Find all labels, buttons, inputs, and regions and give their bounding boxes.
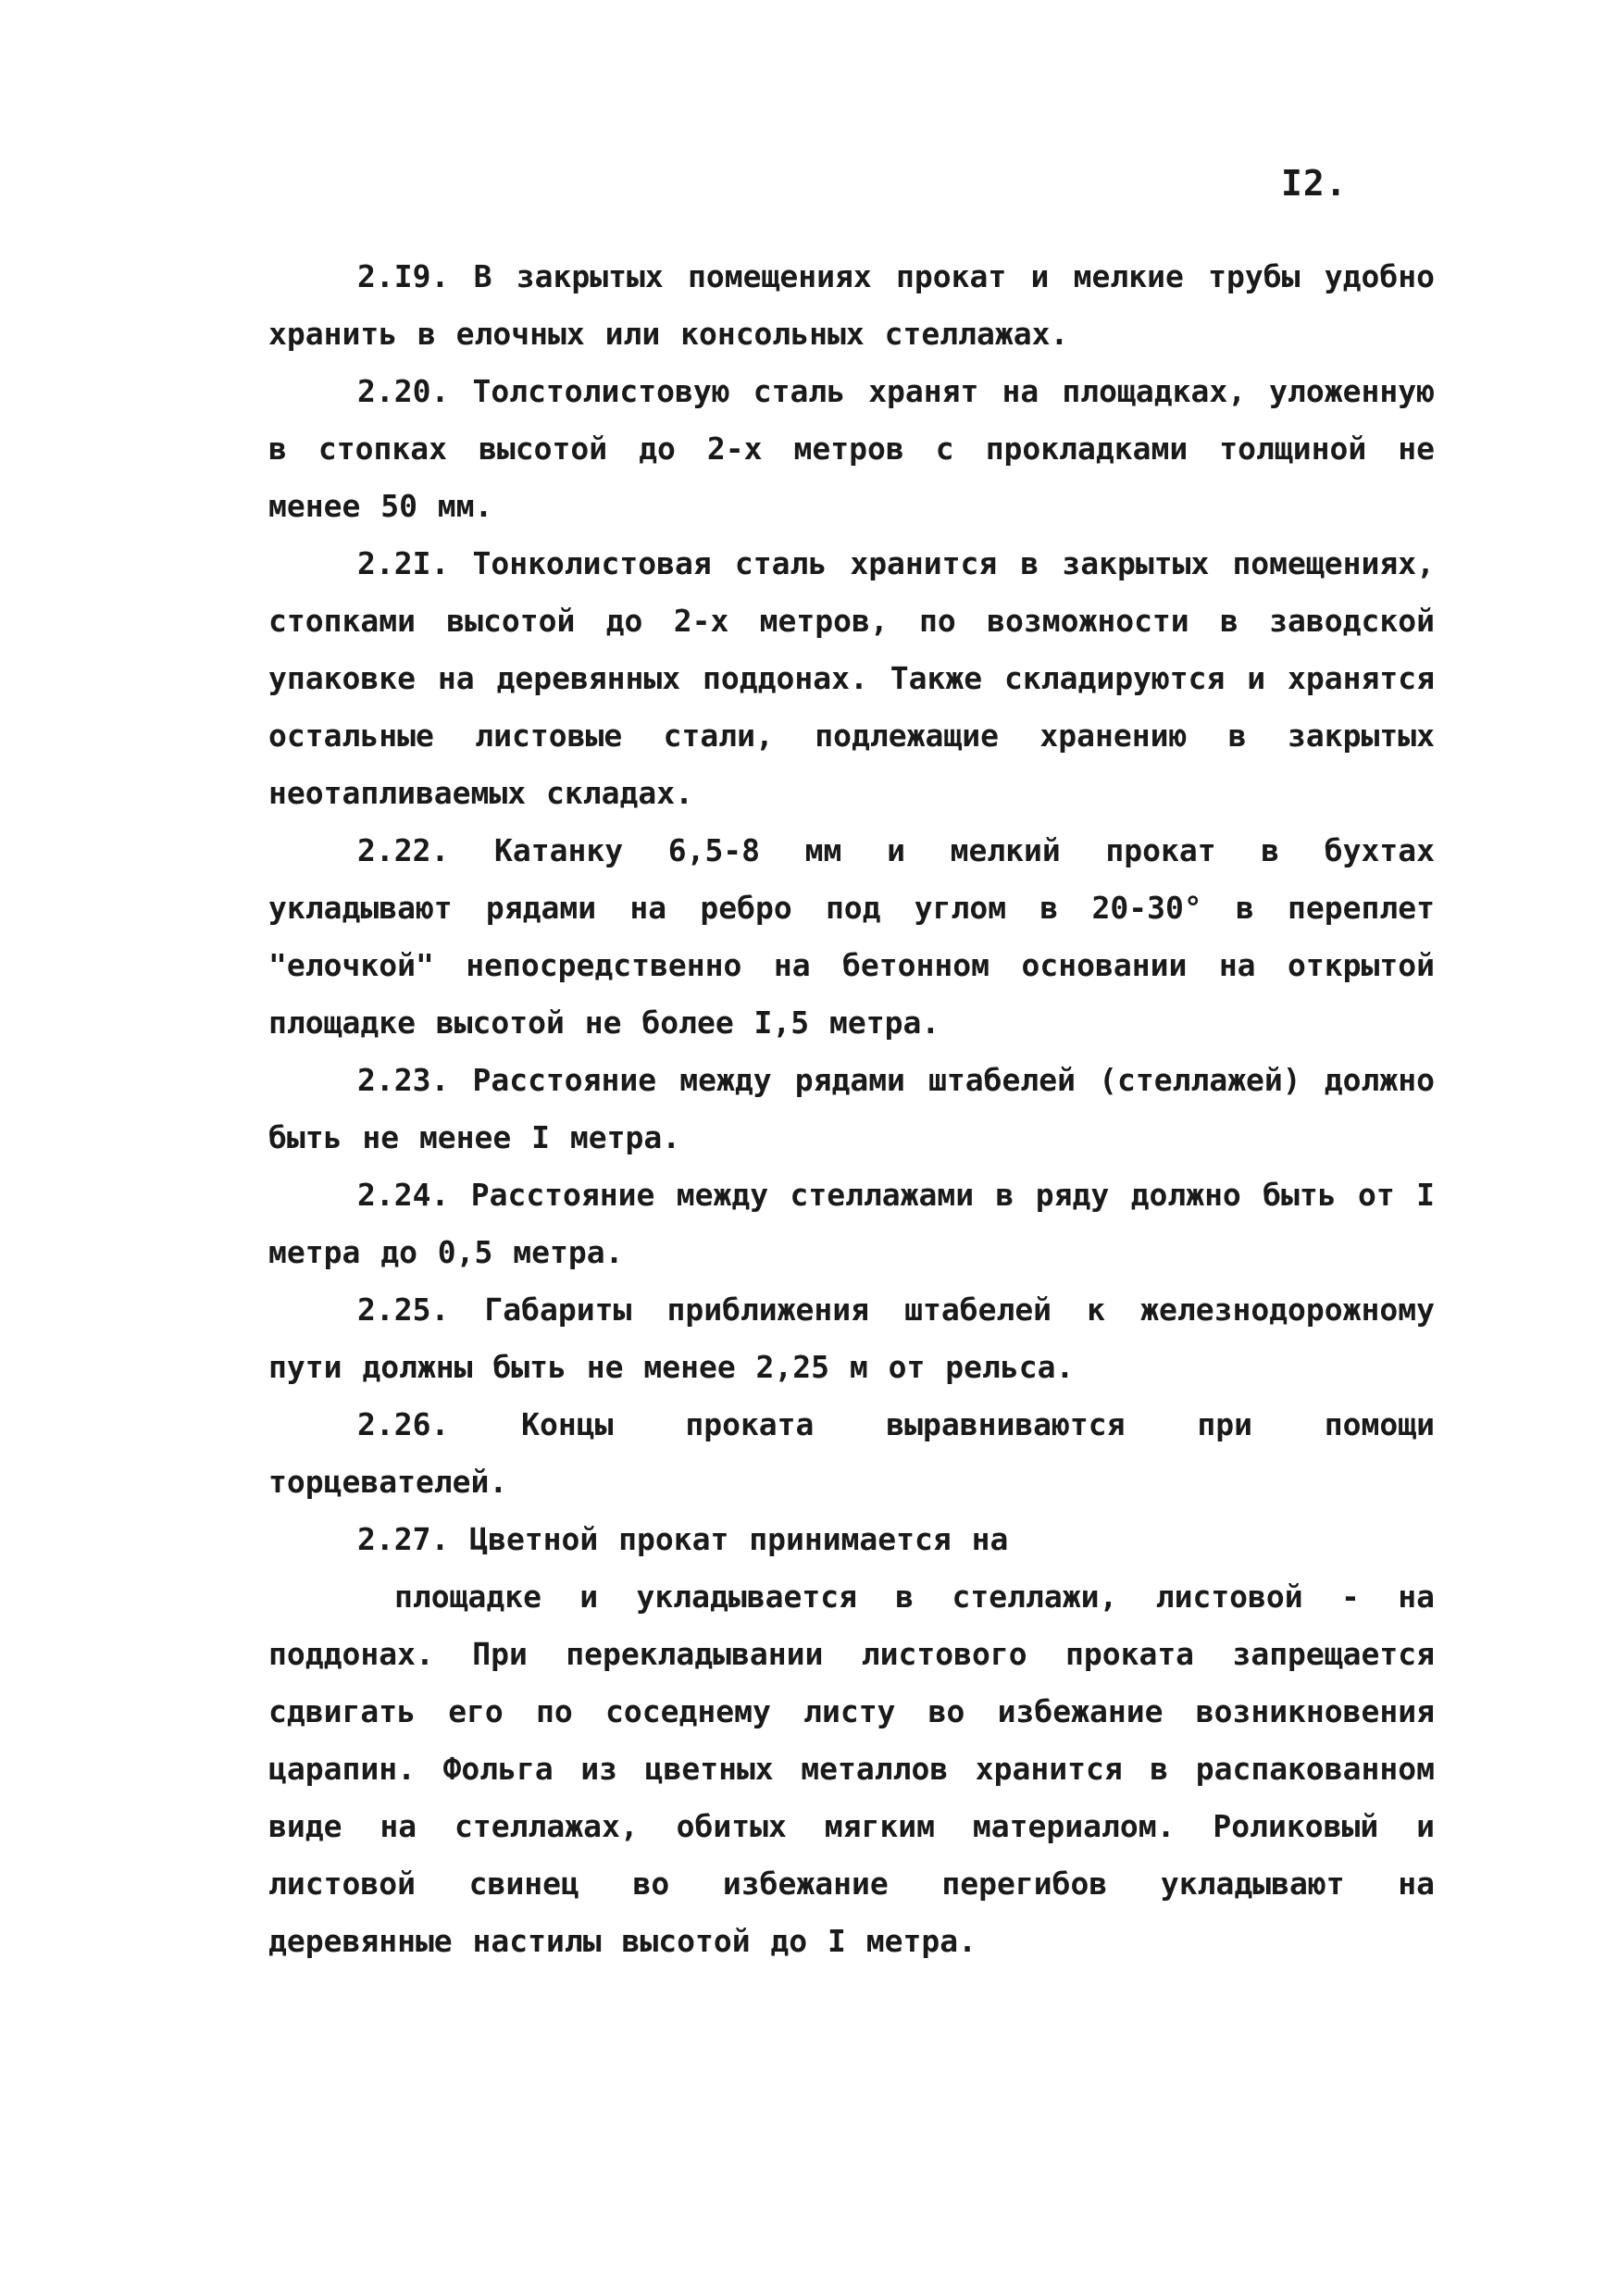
paragraph-2-19: 2.I9. В закрытых помещениях прокат и мелкие трубы удобно хранить в елочных или консольных стеллажах. xyxy=(268,258,1435,352)
paragraph-2-20: 2.20. Толстолистовую сталь хранят на площадках, уложенную в стопках высотой до 2-х метров с прокладками толщиной не менее 50 мм. xyxy=(268,373,1435,524)
paragraph-2-25: 2.25. Габариты приближения штабелей к железнодорожному пути должны быть не менее 2,25 м от рельса. xyxy=(268,1292,1435,1385)
paragraph-2-24: 2.24. Расстояние между стеллажами в ряду должно быть от I метра до 0,5 метра. xyxy=(268,1177,1435,1270)
paragraph-2-22: 2.22. Катанку 6,5-8 мм и мелкий прокат в бухтах укладывают рядами на ребро под углом в 20-30° в переплет "елочкой" непосредственно на бетонном основании на открытой площадке высотой не более I,5 метра. xyxy=(268,832,1435,1041)
paragraph-2-26: 2.26. Концы проката выравниваются при помощи торцевателей. xyxy=(268,1406,1435,1500)
paragraph-2-21: 2.2I. Тонколистовая сталь хранится в закрытых помещениях, стопками высотой до 2-х метров, по возможности в заводской упаковке на деревянных поддонах. Также складируются и хранятся остальные листовые стали, подлежащие хранению в закрытых неотапливаемых складах. xyxy=(268,545,1435,811)
document-body xyxy=(268,248,1435,1970)
page-number: I2. xyxy=(1281,163,1348,204)
paragraph-2-27: 2.27. Цветной прокат принимается на xyxy=(357,1521,1009,1557)
paragraph-2-23: 2.23. Расстояние между рядами штабелей (стеллажей) должно быть не менее I метра. xyxy=(268,1062,1435,1155)
paragraph-2-27-continuation: площадке и укладывается в стеллажи, листовой - на поддонах. При перекладывании листового проката запрещается сдвигать его по соседнему листу во избежание возникновения царапин. Фольга из цветных металлов хранится в распакованном виде на стеллажах, обитых мягким материалом. Роликовый и листовой свинец во избежание перегибов укладывают на деревянные настилы высотой до I метра. xyxy=(268,1578,1435,1959)
